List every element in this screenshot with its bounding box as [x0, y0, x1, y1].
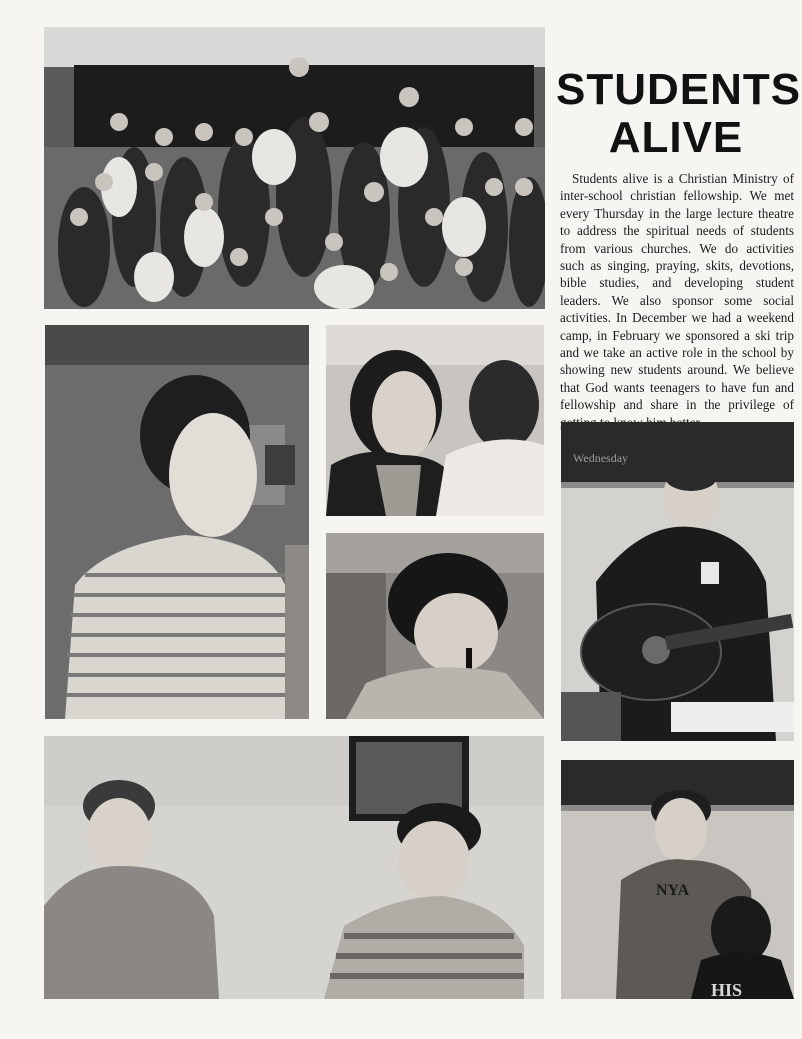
article-body: Students alive is a Christian Ministry of inter-school christian fellowship. We met every Thursday in the large lecture theatre to address the spiritual needs of students from various churches. We do activities such as singing, praying, skits, devotions, bible studies, and developing student leaders. We also sponsor some social activities. In December we had a weekend camp, in February we sponsored a ski trip and we take an active role in the school by showing new students around. We believe that God wants teenagers to have fun and fellowship and share in the privilege of [560, 171, 794, 413]
photo-speaker-sweatshirt [561, 760, 794, 999]
title-line-2: ALIVE [608, 113, 744, 162]
photo-two-boys [44, 736, 544, 999]
photo-girl-bob-haircut [326, 533, 544, 719]
article-title [556, 65, 802, 162]
photo-guitarist [561, 422, 794, 741]
photo-girl-striped-sweater [45, 325, 309, 719]
back-lettering: HIS [711, 980, 743, 999]
title-line-1: STUDENTS [556, 65, 802, 114]
group-photo [44, 27, 545, 309]
photo-two-students [326, 325, 544, 516]
chalkboard-lettering: Wednesday [573, 451, 629, 465]
sweatshirt-lettering: NYA [656, 882, 690, 899]
